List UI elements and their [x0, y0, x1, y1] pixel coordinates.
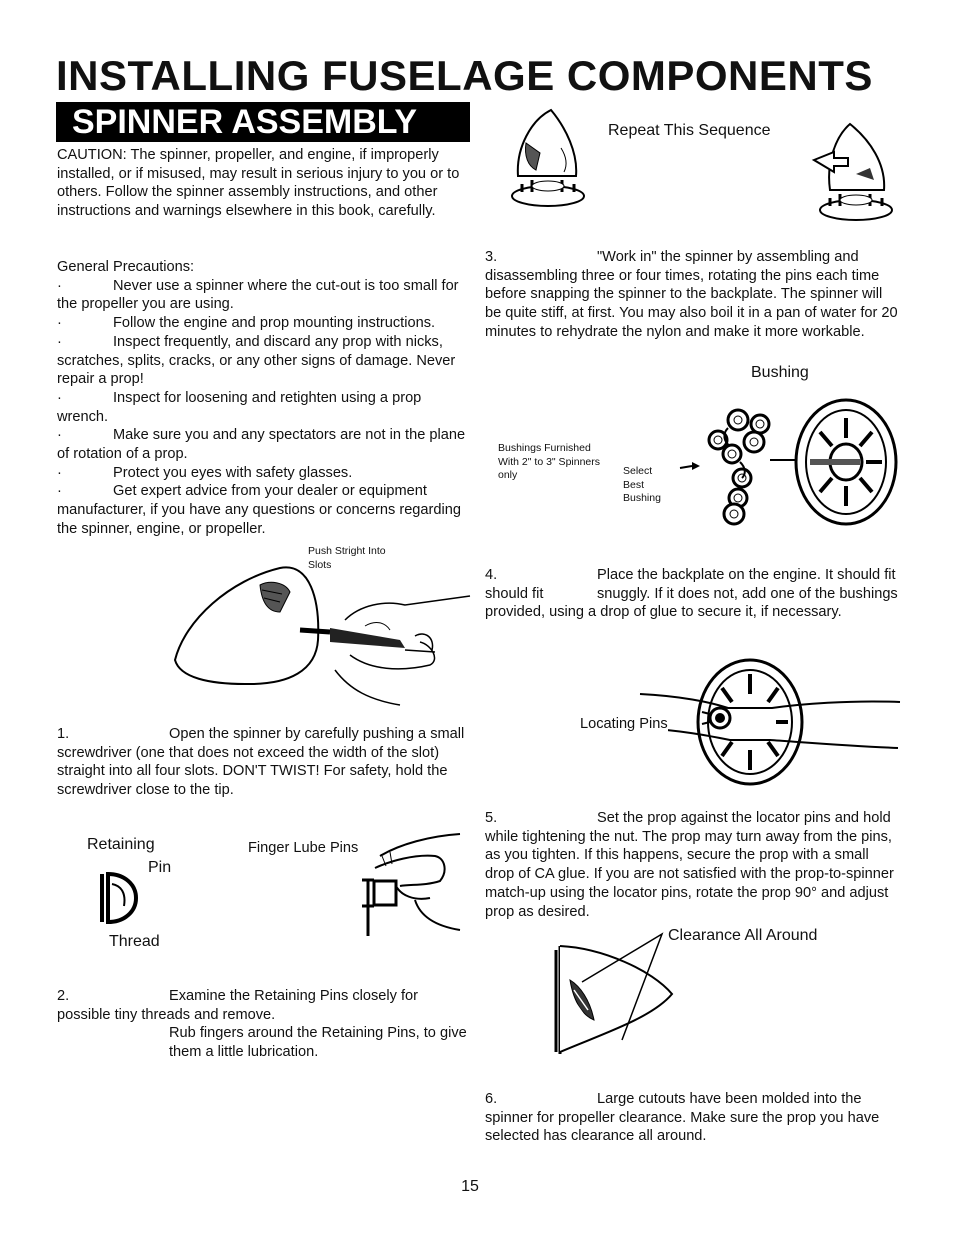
step-3-text: "Work in" the spinner by assembling and disassembling three or four times, rotating the pins each time before snapping the spinner to the backplate. The spinner will be quite stiff, at first. You may also boil it in a pan of water for 20 minutes to rehydrate the nylon and make it more workable. — [485, 249, 898, 340]
clearance-illustration — [552, 930, 682, 1058]
precaution-item — [57, 389, 473, 426]
step-2-text-b: Rub fingers around the Retaining Pins, to give them a little lubrication. — [169, 1025, 467, 1061]
step-2-number: 2. — [57, 988, 70, 1004]
step-1 — [57, 725, 473, 800]
bullet-marker: · — [57, 389, 62, 406]
precaution-text: Get expert advice from your dealer or equipment manufacturer, if you have any questions or concerns regarding the spinner, engine, or propeller. — [57, 483, 461, 537]
bushings-furnished-label: Bushings Furnished With 2" to 3" Spinners only — [498, 442, 601, 481]
precaution-text: Protect you eyes with safety glasses. — [113, 464, 353, 481]
step-6-number: 6. — [485, 1091, 498, 1107]
precaution-item — [57, 426, 473, 463]
step-1-number: 1. — [57, 726, 70, 742]
bullet-marker: · — [57, 277, 62, 294]
pin-label: Pin — [148, 859, 172, 876]
precaution-item — [57, 464, 473, 483]
bushing-label: Bushing — [751, 364, 809, 381]
step-4-number: 4. — [485, 567, 498, 583]
caution-text: CAUTION: The spinner, propeller, and engine, if improperly installed, or if misused, may result in serious injury to you or to others. Follow the spinner assembly instructions, and other instructions and warnings elsewhere in this book, carefully. — [57, 147, 460, 220]
retaining-label: Retaining — [87, 836, 155, 853]
bullet-marker: · — [57, 333, 62, 350]
precautions-list — [57, 277, 473, 539]
precaution-text: Follow the engine and prop mounting instructions. — [113, 315, 436, 332]
step-6-text: Large cutouts have been molded into the spinner for propeller clearance. Make sure the prop you have selected has clearance all around. — [485, 1091, 880, 1145]
select-best-label: Select Best Bushing — [623, 465, 661, 504]
locating-pins-illustration — [640, 656, 900, 788]
retaining-pin-illustration — [98, 866, 146, 928]
precaution-item — [57, 482, 473, 538]
finger-lube-illustration — [360, 826, 464, 936]
thread-label: Thread — [109, 933, 160, 950]
step-5-number: 5. — [485, 810, 498, 826]
bushing-illustration — [650, 398, 898, 538]
precaution-text: Inspect for loosening and retighten using a prop wrench. — [57, 389, 422, 425]
step-4 — [485, 566, 900, 622]
precautions-block — [57, 258, 473, 539]
spinner-screwdriver-illustration — [170, 560, 475, 710]
bullet-marker: · — [57, 315, 62, 332]
page-number: 15 — [461, 1178, 479, 1195]
repeat-label: Repeat This Sequence — [608, 122, 771, 139]
page-title: INSTALLING FUSELAGE COMPONENTS — [56, 52, 873, 99]
step-1-text: Open the spinner by carefully pushing a small screwdriver (one that does not exceed the width of the slot) straight into all four slots. DON'T TWIST! For safety, hold the screwdriver close to the tip. — [57, 726, 465, 799]
step-3 — [485, 248, 900, 342]
precaution-text: Make sure you and any spectators are not in the plane of rotation of a prop. — [57, 427, 466, 463]
precaution-item — [57, 314, 473, 333]
finger-lube-label: Finger Lube Pins — [248, 840, 359, 856]
clearance-label: Clearance All Around — [668, 927, 818, 944]
step-5-text: Set the prop against the locator pins and hold while tightening the nut. The prop may turn away from the pins, as you tighten. If this happens, secure the prop with a small drop of CA glue. If you are not satisfied with the prop-to-spinner match-up using the locator pins, rotate the prop 90° and adjust prop as desired. — [485, 810, 894, 920]
step-4-text-b: snuggly. If it does not, add one of the bushings provided, using a drop of glue to secure it, if necessary. — [485, 585, 898, 621]
push-label: Push Stright Into Slots — [308, 545, 386, 571]
bullet-marker: · — [57, 427, 62, 444]
precautions-heading: General Precautions: — [57, 259, 195, 275]
step-6 — [485, 1090, 900, 1146]
precaution-item — [57, 333, 473, 389]
step-2 — [57, 987, 473, 1062]
step-3-number: 3. — [485, 249, 498, 265]
step-5 — [485, 809, 900, 921]
step-4-text-a: Place the backplate on the engine. It should fit — [597, 567, 896, 583]
bullet-marker: · — [57, 483, 62, 500]
spinner-sequence-illustration-1 — [506, 108, 591, 213]
step-4-gap: should fit — [485, 585, 544, 602]
bullet-marker: · — [57, 464, 62, 481]
precaution-text: Never use a spinner where the cut-out is too small for the propeller you are using. — [57, 277, 459, 313]
step-2-text-a: Examine the Retaining Pins closely for possible tiny threads and remove. — [57, 988, 419, 1023]
spinner-sequence-illustration-2 — [808, 122, 894, 227]
section-banner: SPINNER ASSEMBLY — [56, 102, 470, 142]
locating-pins-label: Locating Pins — [580, 716, 668, 732]
precaution-item — [57, 277, 473, 314]
precaution-text: Inspect frequently, and discard any prop with nicks, scratches, splits, cracks, or any other signs of damage. Never repair a prop! — [57, 333, 456, 388]
